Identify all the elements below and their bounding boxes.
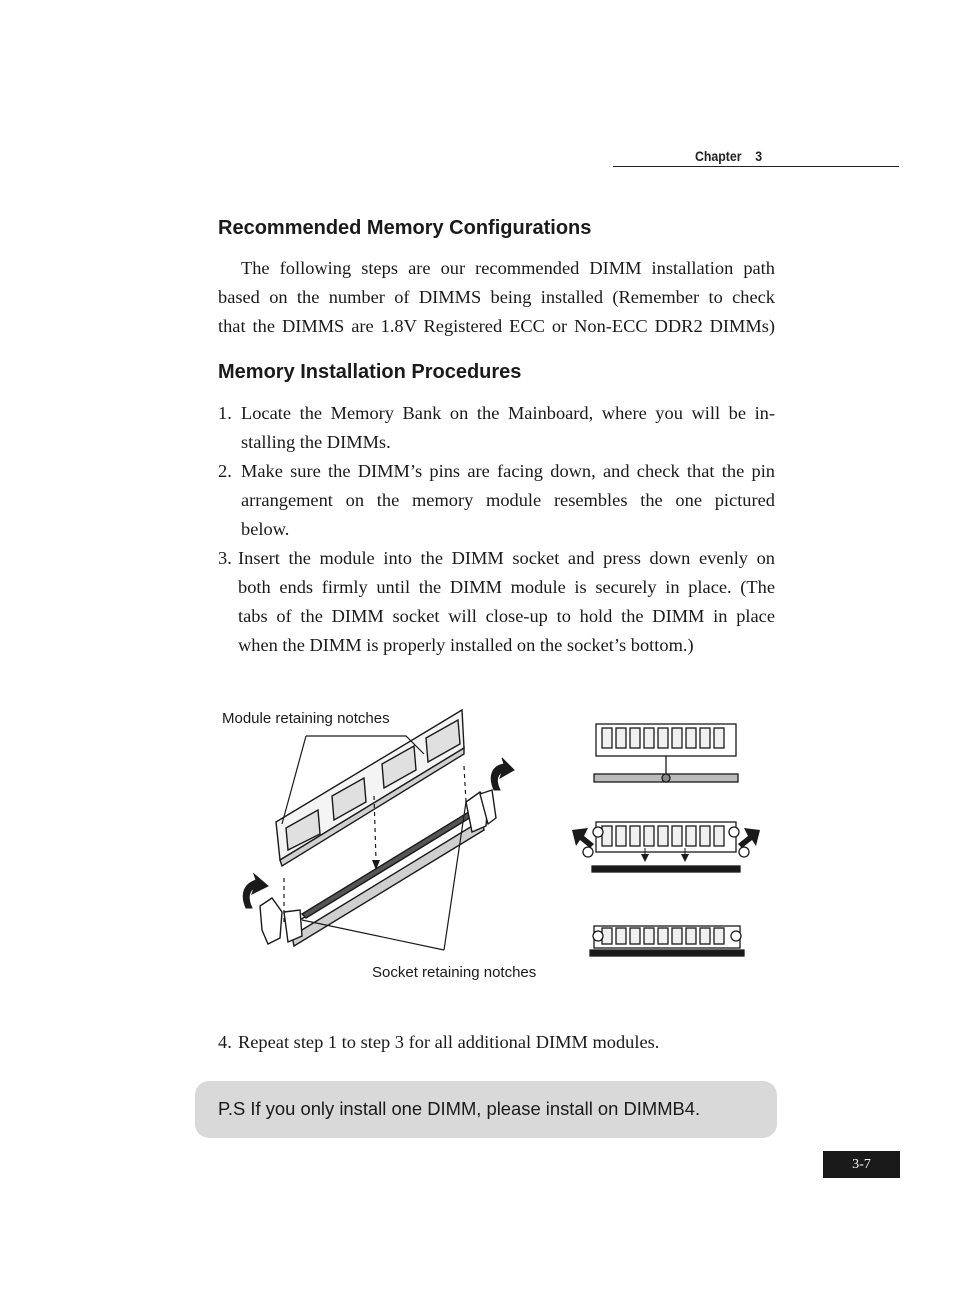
module-notches-label: Module retaining notches	[222, 710, 390, 727]
push-arrow-icon	[738, 828, 760, 848]
page-number: 3-7	[823, 1151, 900, 1178]
paragraph-line: The following steps are our recommended DIMM installation path	[241, 258, 775, 278]
step-2	[218, 457, 775, 544]
step-3	[218, 544, 775, 660]
section-title-memory-configurations: Recommended Memory Configurations	[218, 217, 592, 239]
note-text: P.S If you only install one DIMM, please install on DIMMB4.	[218, 1098, 701, 1119]
note-box	[195, 1081, 777, 1138]
step-line: when the DIMM is properly installed on the socket’s bottom.)	[238, 635, 694, 655]
chapter-label: Chapter 3	[695, 148, 763, 164]
step-line: Locate the Memory Bank on the Mainboard, where you will be in-	[241, 403, 775, 423]
chapter-header	[613, 148, 899, 167]
step-line: tabs of the DIMM socket will close-up to hold the DIMM in place	[238, 606, 775, 626]
step-line: Insert the module into the DIMM socket and press down evenly on	[238, 548, 775, 568]
socket-notches-label: Socket retaining notches	[372, 964, 537, 981]
step-line: arrangement on the memory module resembles the one pictured	[241, 490, 775, 510]
step-line: both ends firmly until the DIMM module is securely in place. (The	[238, 577, 775, 597]
section-title-installation-procedures: Memory Installation Procedures	[218, 361, 522, 383]
paragraph-line: based on the number of DIMMS being installed (Remember to check	[218, 287, 775, 307]
step-number: 2.	[218, 461, 232, 481]
step-line: stalling the DIMMs.	[241, 432, 391, 452]
step-line: Make sure the DIMM’s pins are facing down, and check that the pin	[241, 461, 775, 481]
dimm-module-socket-illustration	[210, 698, 770, 988]
step-1	[218, 399, 775, 457]
step-number: 4.	[218, 1032, 232, 1052]
step-line: Repeat step 1 to step 3 for all additional DIMM modules.	[238, 1032, 660, 1052]
step-number: 1.	[218, 403, 232, 423]
paragraph-line: that the DIMMS are 1.8V Registered ECC or Non-ECC DDR2 DIMMs)	[218, 316, 775, 336]
push-arrow-icon	[572, 828, 594, 848]
step-line: below.	[241, 519, 290, 539]
dimm-installation-figure	[210, 698, 770, 988]
configurations-paragraph	[218, 254, 775, 341]
step-4	[218, 1028, 775, 1057]
step-number: 3.	[218, 548, 232, 568]
right-arrow-icon	[491, 758, 514, 790]
